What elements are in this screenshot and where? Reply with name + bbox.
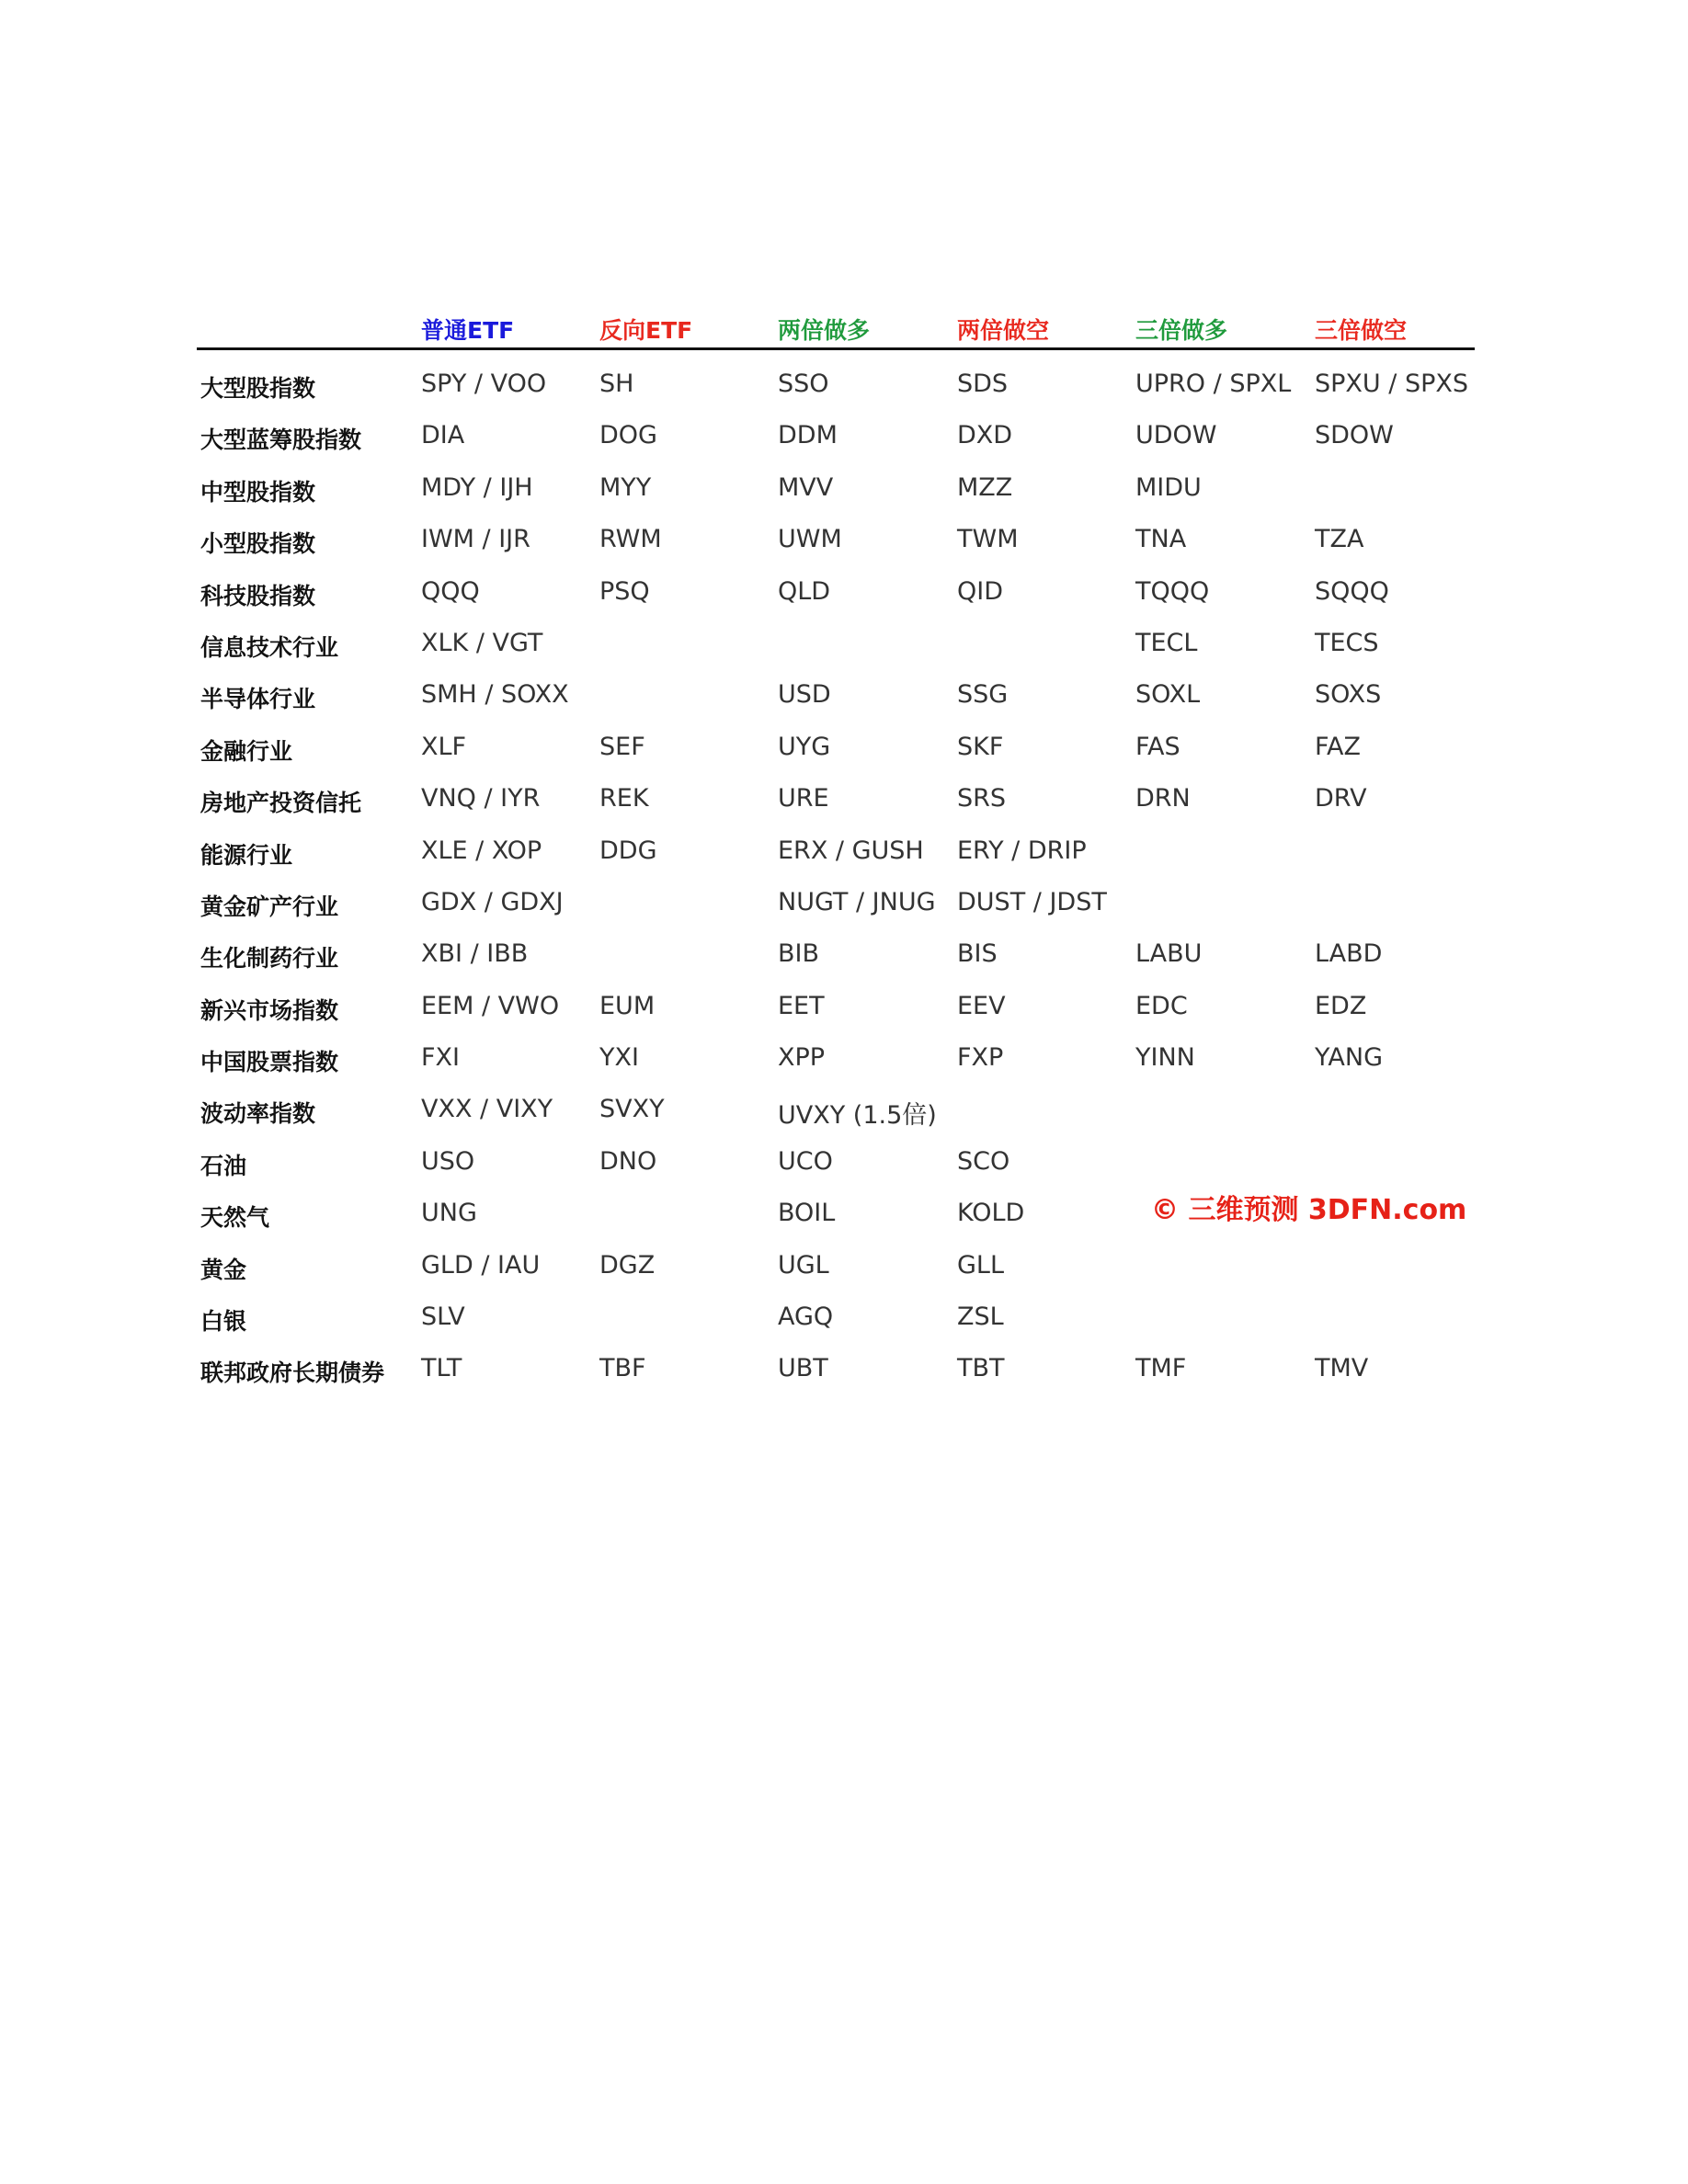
row-label: 新兴市场指数 [200,996,339,1024]
ticker-cell: TQQQ [1135,576,1210,606]
ticker-cell: SRS [957,784,1007,813]
table-row [197,515,1475,566]
ticker-cell: UCO [778,1146,833,1176]
ticker-cell: GLL [957,1250,1005,1280]
row-label: 石油 [200,1152,247,1179]
row-label: 波动率指数 [200,1100,316,1128]
ticker-cell: FXI [421,1043,460,1073]
header-3x-long: 三倍做多 [1135,317,1228,344]
ticker-cell: DRN [1135,784,1191,813]
row-label: 中型股指数 [200,478,316,506]
ticker-cell: QLD [778,576,831,606]
header-row [197,309,1475,350]
row-label: 小型股指数 [200,530,316,558]
table-row [197,1137,1475,1189]
row-label: 黄金矿产行业 [200,893,339,920]
ticker-cell: NUGT / JNUG [778,887,936,916]
ticker-cell: TNA [1135,525,1187,554]
ticker-cell: ERX / GUSH [778,836,924,865]
header-2x-short: 两倍做空 [957,317,1050,344]
table-row [197,1085,1475,1136]
ticker-cell: DUST / JDST [957,887,1107,916]
ticker-cell: XLF [421,732,467,761]
ticker-cell: EEV [957,991,1006,1020]
ticker-cell: TMV [1315,1354,1369,1383]
ticker-cell: SVXY [599,1095,665,1124]
ticker-cell: BOIL [778,1199,836,1228]
ticker-cell: SOXS [1315,680,1382,710]
row-label: 房地产投资信托 [200,790,362,817]
table-row [197,929,1475,981]
ticker-cell: MYY [599,472,652,502]
ticker-cell: EDZ [1315,991,1367,1020]
table-row [197,722,1475,774]
ticker-cell: GDX / GDXJ [421,887,564,916]
row-label: 能源行业 [200,841,293,869]
ticker-cell: DDM [778,421,838,450]
ticker-cell: VXX / VIXY [421,1095,553,1124]
row-label: 中国股票指数 [200,1049,339,1076]
ticker-cell: UPRO / SPXL [1135,370,1292,398]
ticker-cell: UNG [421,1199,477,1228]
ticker-cell: TMF [1135,1354,1187,1383]
ticker-cell: MIDU [1135,472,1202,502]
ticker-cell: MDY / IJH [421,472,533,502]
header-inverse-etf: 反向ETF [599,317,693,344]
table-row [197,826,1475,878]
ticker-cell: SCO [957,1146,1010,1176]
watermark: © 三维预测 3DFN.com [1151,1194,1467,1226]
ticker-cell: SPY / VOO [421,370,547,398]
row-label: 金融行业 [200,737,293,765]
ticker-cell: DOG [599,421,657,450]
ticker-cell: SKF [957,732,1004,761]
ticker-cell: MZZ [957,472,1013,502]
ticker-cell: DGZ [599,1250,656,1280]
row-label: 白银 [200,1308,247,1336]
header-normal-etf: 普通ETF [421,317,515,344]
row-label: 黄金 [200,1256,247,1283]
table-row [197,670,1475,722]
ticker-cell: QQQ [421,576,480,606]
ticker-cell: FXP [957,1043,1004,1073]
ticker-cell: LABU [1135,939,1203,969]
ticker-cell: SSO [778,370,829,398]
ticker-cell: DNO [599,1146,657,1176]
ticker-cell: EEM / VWO [421,991,560,1020]
header-3x-short: 三倍做空 [1315,317,1408,344]
ticker-cell: TBT [957,1354,1005,1383]
ticker-cell: AGQ [778,1302,834,1332]
table-row [197,878,1475,929]
ticker-cell: UYG [778,732,831,761]
ticker-cell: DDG [599,836,657,865]
row-label: 生化制药行业 [200,945,339,973]
ticker-cell: IWM / IJR [421,525,530,554]
ticker-cell: DXD [957,421,1013,450]
ticker-cell: TECL [1135,628,1198,657]
ticker-cell: MVV [778,472,834,502]
ticker-cell: UBT [778,1354,828,1383]
ticker-cell: YANG [1315,1043,1383,1073]
ticker-cell: UGL [778,1250,829,1280]
ticker-cell: EET [778,991,825,1020]
ticker-cell: UWM [778,525,842,554]
ticker-cell: BIB [778,939,820,969]
row-label: 联邦政府长期债券 [200,1359,385,1387]
ticker-cell: SQQQ [1315,576,1389,606]
ticker-cell: XLK / VGT [421,628,543,657]
table-row [197,567,1475,619]
table-row [197,463,1475,515]
ticker-cell: EDC [1135,991,1188,1020]
ticker-cell: VNQ / IYR [421,784,541,813]
row-label: 大型蓝筹股指数 [200,427,362,454]
header-2x-long: 两倍做多 [778,317,871,344]
ticker-cell: QID [957,576,1004,606]
ticker-cell: KOLD [957,1199,1025,1228]
ticker-cell: UDOW [1135,421,1217,450]
row-label: 科技股指数 [200,582,316,609]
row-label: 大型股指数 [200,375,316,402]
table-row [197,359,1475,411]
ticker-cell: GLD / IAU [421,1250,541,1280]
ticker-cell: XLE / XOP [421,836,542,865]
table-row [197,1241,1475,1292]
ticker-cell: TZA [1315,525,1364,554]
ticker-cell: TBF [599,1354,646,1383]
ticker-cell: USO [421,1146,475,1176]
ticker-cell: SSG [957,680,1009,710]
ticker-cell: YXI [599,1043,639,1073]
ticker-cell: TECS [1315,628,1379,657]
table-row [197,774,1475,825]
ticker-cell: FAZ [1315,732,1362,761]
ticker-cell: TWM [957,525,1019,554]
table-row [197,1292,1475,1344]
ticker-cell: SEF [599,732,645,761]
ticker-cell: EUM [599,991,656,1020]
ticker-cell: XPP [778,1043,826,1073]
ticker-cell: DIA [421,421,465,450]
ticker-cell: USD [778,680,831,710]
ticker-cell: SPXU / SPXS [1315,370,1468,398]
ticker-cell: XBI / IBB [421,939,529,969]
ticker-cell: YINN [1135,1043,1195,1073]
ticker-cell: UVXY (1.5倍) [778,1101,937,1131]
ticker-cell: SH [599,370,634,398]
ticker-cell: ERY / DRIP [957,836,1087,865]
ticker-cell: FAS [1135,732,1180,761]
table-row [197,619,1475,670]
table-row [197,1344,1475,1395]
ticker-cell: SLV [421,1302,465,1332]
ticker-cell: LABD [1315,939,1383,969]
ticker-cell: BIS [957,939,998,969]
ticker-cell: TLT [421,1354,462,1383]
ticker-cell: URE [778,784,829,813]
table-row [197,982,1475,1033]
row-label: 半导体行业 [200,686,316,713]
ticker-cell: RWM [599,525,662,554]
ticker-cell: SOXL [1135,680,1201,710]
ticker-cell: ZSL [957,1302,1004,1332]
table-row [197,411,1475,462]
row-label: 信息技术行业 [200,633,339,661]
ticker-cell: SDOW [1315,421,1394,450]
ticker-cell: SDS [957,370,1009,398]
row-label: 天然气 [200,1204,270,1232]
ticker-cell: DRV [1315,784,1367,813]
ticker-cell: SMH / SOXX [421,680,569,710]
table-row [197,1033,1475,1085]
ticker-cell: REK [599,784,649,813]
ticker-cell: PSQ [599,576,650,606]
table-body [197,350,1475,1396]
etf-table [197,309,1475,1396]
